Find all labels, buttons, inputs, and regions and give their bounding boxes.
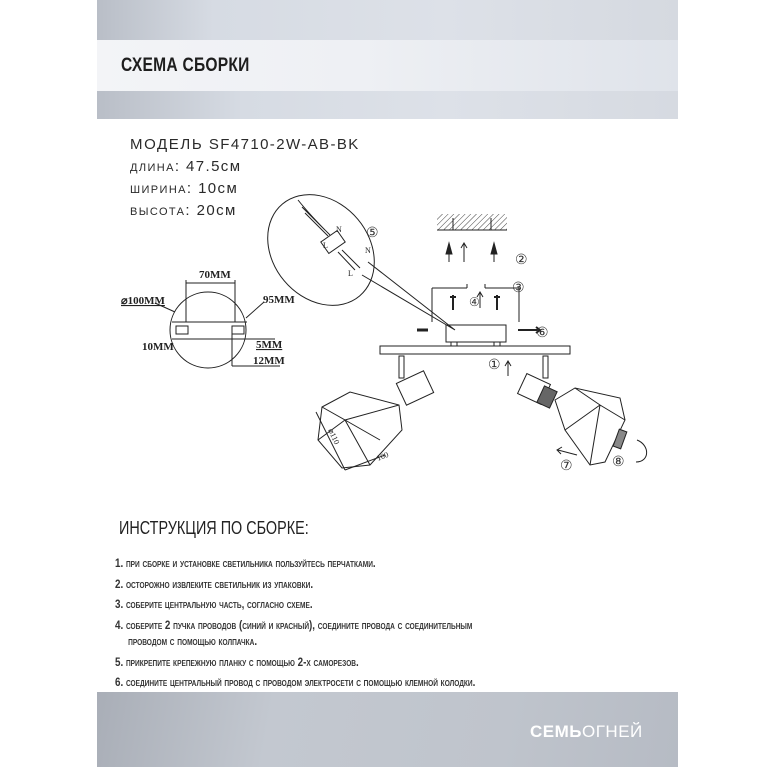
step-6: ⑥ <box>536 326 549 341</box>
item-text: соберите 2 пучка проводов (синий и красный), соедините провода с соединительным <box>125 617 473 632</box>
item-number: 1. <box>115 556 124 570</box>
item-number: 6. <box>115 675 124 689</box>
instruction-item <box>115 617 607 654</box>
instructions-list <box>115 555 715 695</box>
step-1: ① <box>488 358 501 373</box>
instruction-item <box>115 654 607 675</box>
item-number: 4. <box>115 617 124 632</box>
instruction-item <box>115 576 607 597</box>
step-5: ⑤ <box>366 226 379 241</box>
step-2: ② <box>515 253 528 268</box>
item-text-continued: проводом с помощью колпачка. <box>128 633 258 648</box>
dim-10mm: 10MM <box>142 341 174 353</box>
item-number: 3. <box>115 597 124 611</box>
length-value: 47.5см <box>186 158 242 175</box>
mounting-plate-drawing <box>121 269 295 368</box>
instruction-item <box>115 596 607 617</box>
ceiling-hatch <box>437 214 507 230</box>
dim-12mm: 12MM <box>253 355 285 367</box>
length-label: длина: <box>130 158 181 175</box>
step-7: ⑦ <box>560 459 573 474</box>
dim-70mm: 70MM <box>199 269 231 281</box>
lamp-right <box>518 356 647 465</box>
item-text: соедините центральный провод с проводом электросети с помощью клемной колодки. <box>125 675 476 689</box>
page-title: СХЕМА СБОРКИ <box>121 55 250 76</box>
instructions-heading: ИНСТРУКЦИЯ ПО СБОРКЕ: <box>119 518 309 538</box>
item-text: прикрепите крепежную планку с помощью 2-х саморезов. <box>125 654 359 669</box>
wiring-detail <box>246 173 455 330</box>
brand-logo-light: ОГНЕЙ <box>582 722 643 741</box>
dim-5mm: 5MM <box>256 339 283 351</box>
wire-label-l: L <box>323 241 328 250</box>
brand-logo-bold: СЕМЬ <box>530 722 582 741</box>
step-8: ⑧ <box>612 455 625 470</box>
step-4: ④ <box>469 295 480 309</box>
item-text: осторожно извлеките светильник из упаковки. <box>125 576 314 591</box>
brand-logo <box>530 722 643 742</box>
height-label: высота: <box>130 202 191 219</box>
item-number: 2. <box>115 576 124 591</box>
wire-label-l-2: L <box>348 269 353 278</box>
dim-100mm: ⌀100MM <box>121 295 165 307</box>
model-label: МОДЕЛЬ <box>130 136 204 153</box>
wire-label-n: N <box>336 225 342 234</box>
width-value: 10см <box>198 180 239 197</box>
wire-label-n-2: N <box>365 246 371 255</box>
item-text: соберите центральную часть, согласно схеме. <box>125 597 313 611</box>
item-text: при сборке и установке светильника пользуйтесь перчатками. <box>125 556 376 570</box>
step-3: ③ <box>512 281 525 296</box>
width-label: ширина: <box>130 180 193 197</box>
lamp-diameter-label: ⌀110 <box>326 427 342 446</box>
model-value: SF4710-2W-AB-BK <box>208 136 360 153</box>
lamp-left <box>316 356 434 470</box>
height-value: 20см <box>196 202 237 219</box>
lamp-length-label: 100 <box>375 450 390 463</box>
step-numbers <box>366 226 625 474</box>
instruction-item <box>115 555 607 576</box>
dim-95mm: 95MM <box>263 294 295 306</box>
item-number: 5. <box>115 654 124 669</box>
